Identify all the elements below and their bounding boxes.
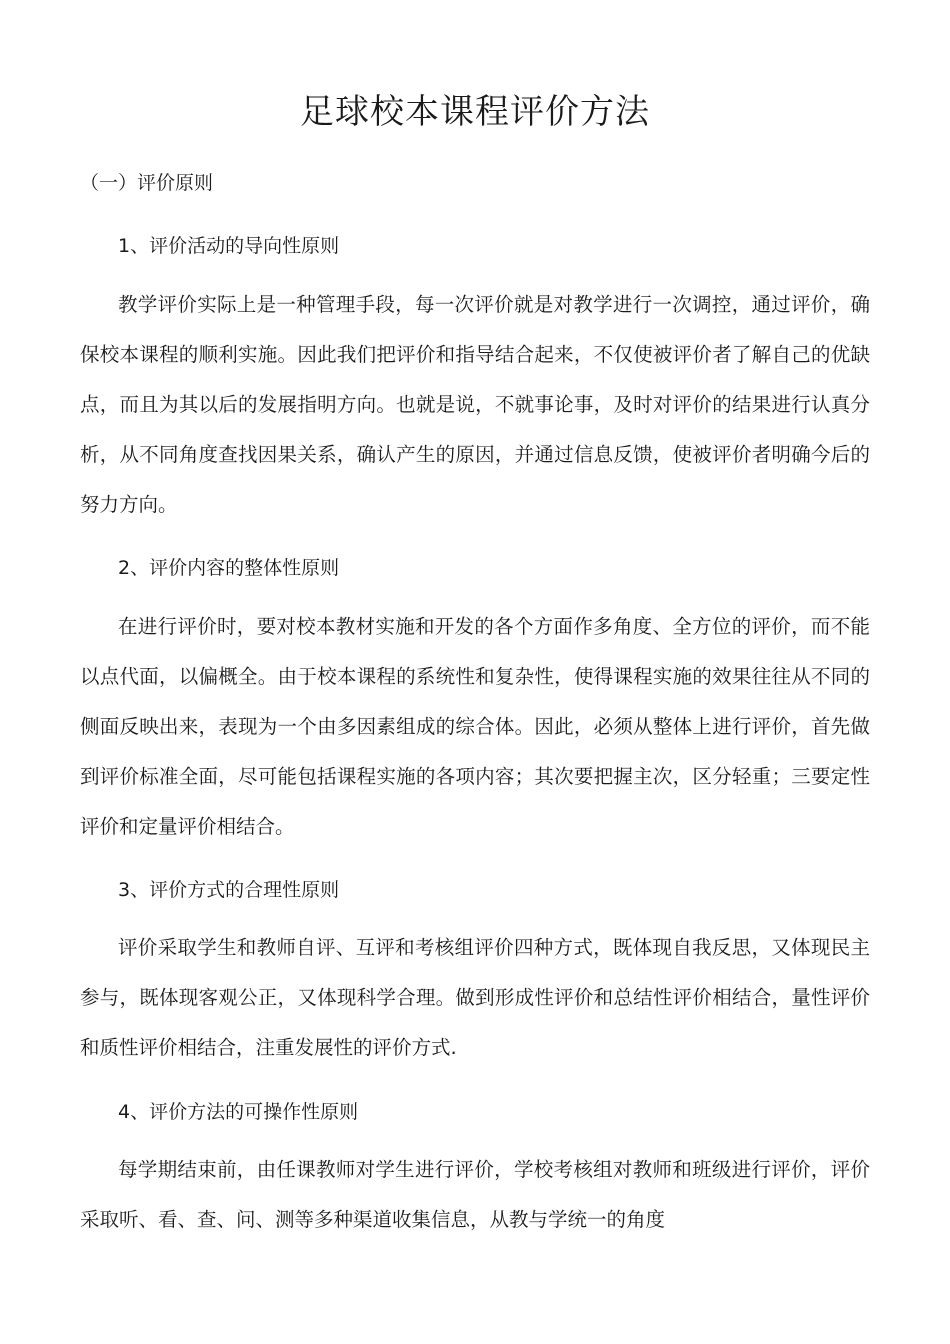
paragraph-operability-principle: 每学期结束前，由任课教师对学生进行评价，学校考核组对教师和班级进行评价，评价采取听、看、查、问、测等多种渠道收集信息，从教与学统一的角度 [80, 1158, 870, 1231]
paragraph-integrity-principle: 在进行评价时，要对校本教材实施和开发的各个方面作多角度、全方位的评价，而不能以点代面，以偏概全。由于校本课程的系统性和复杂性，使得课程实施的效果往往从不同的侧面反映出来，表现为一个由多因素组成的综合体。因此，必须从整体上进行评价，首先做到评价标准全面，尽可能包括课程实施的各项内容；其次要把握主次，区分轻重；三要定性评价和定量评价相结合。 [80, 615, 870, 838]
heading-rationality-principle: 3、评价方式的合理性原则 [118, 879, 340, 901]
document-title: 足球校本课程评价方法 [300, 92, 650, 132]
heading-integrity-principle: 2、评价内容的整体性原则 [118, 557, 340, 579]
section-heading-principles: （一）评价原则 [80, 172, 214, 194]
heading-operability-principle: 4、评价方法的可操作性原则 [118, 1101, 359, 1123]
paragraph-guidance-principle: 教学评价实际上是一种管理手段，每一次评价就是对教学进行一次调控，通过评价，确保校本课程的顺利实施。因此我们把评价和指导结合起来，不仅使被评价者了解自己的优缺点，而且为其以后的发展指明方向。也就是说，不就事论事，及时对评价的结果进行认真分析，从不同角度查找因果关系，确认产生的原因，并通过信息反馈，使被评价者明确今后的努力方向。 [80, 293, 870, 516]
paragraph-rationality-principle: 评价采取学生和教师自评、互评和考核组评价四种方式，既体现自我反思，又体现民主参与，既体现客观公正，又体现科学合理。做到形成性评价和总结性评价相结合，量性评价和质性评价相结合，注重发展性的评价方式. [80, 936, 870, 1059]
heading-guidance-principle: 1、评价活动的导向性原则 [118, 235, 340, 257]
